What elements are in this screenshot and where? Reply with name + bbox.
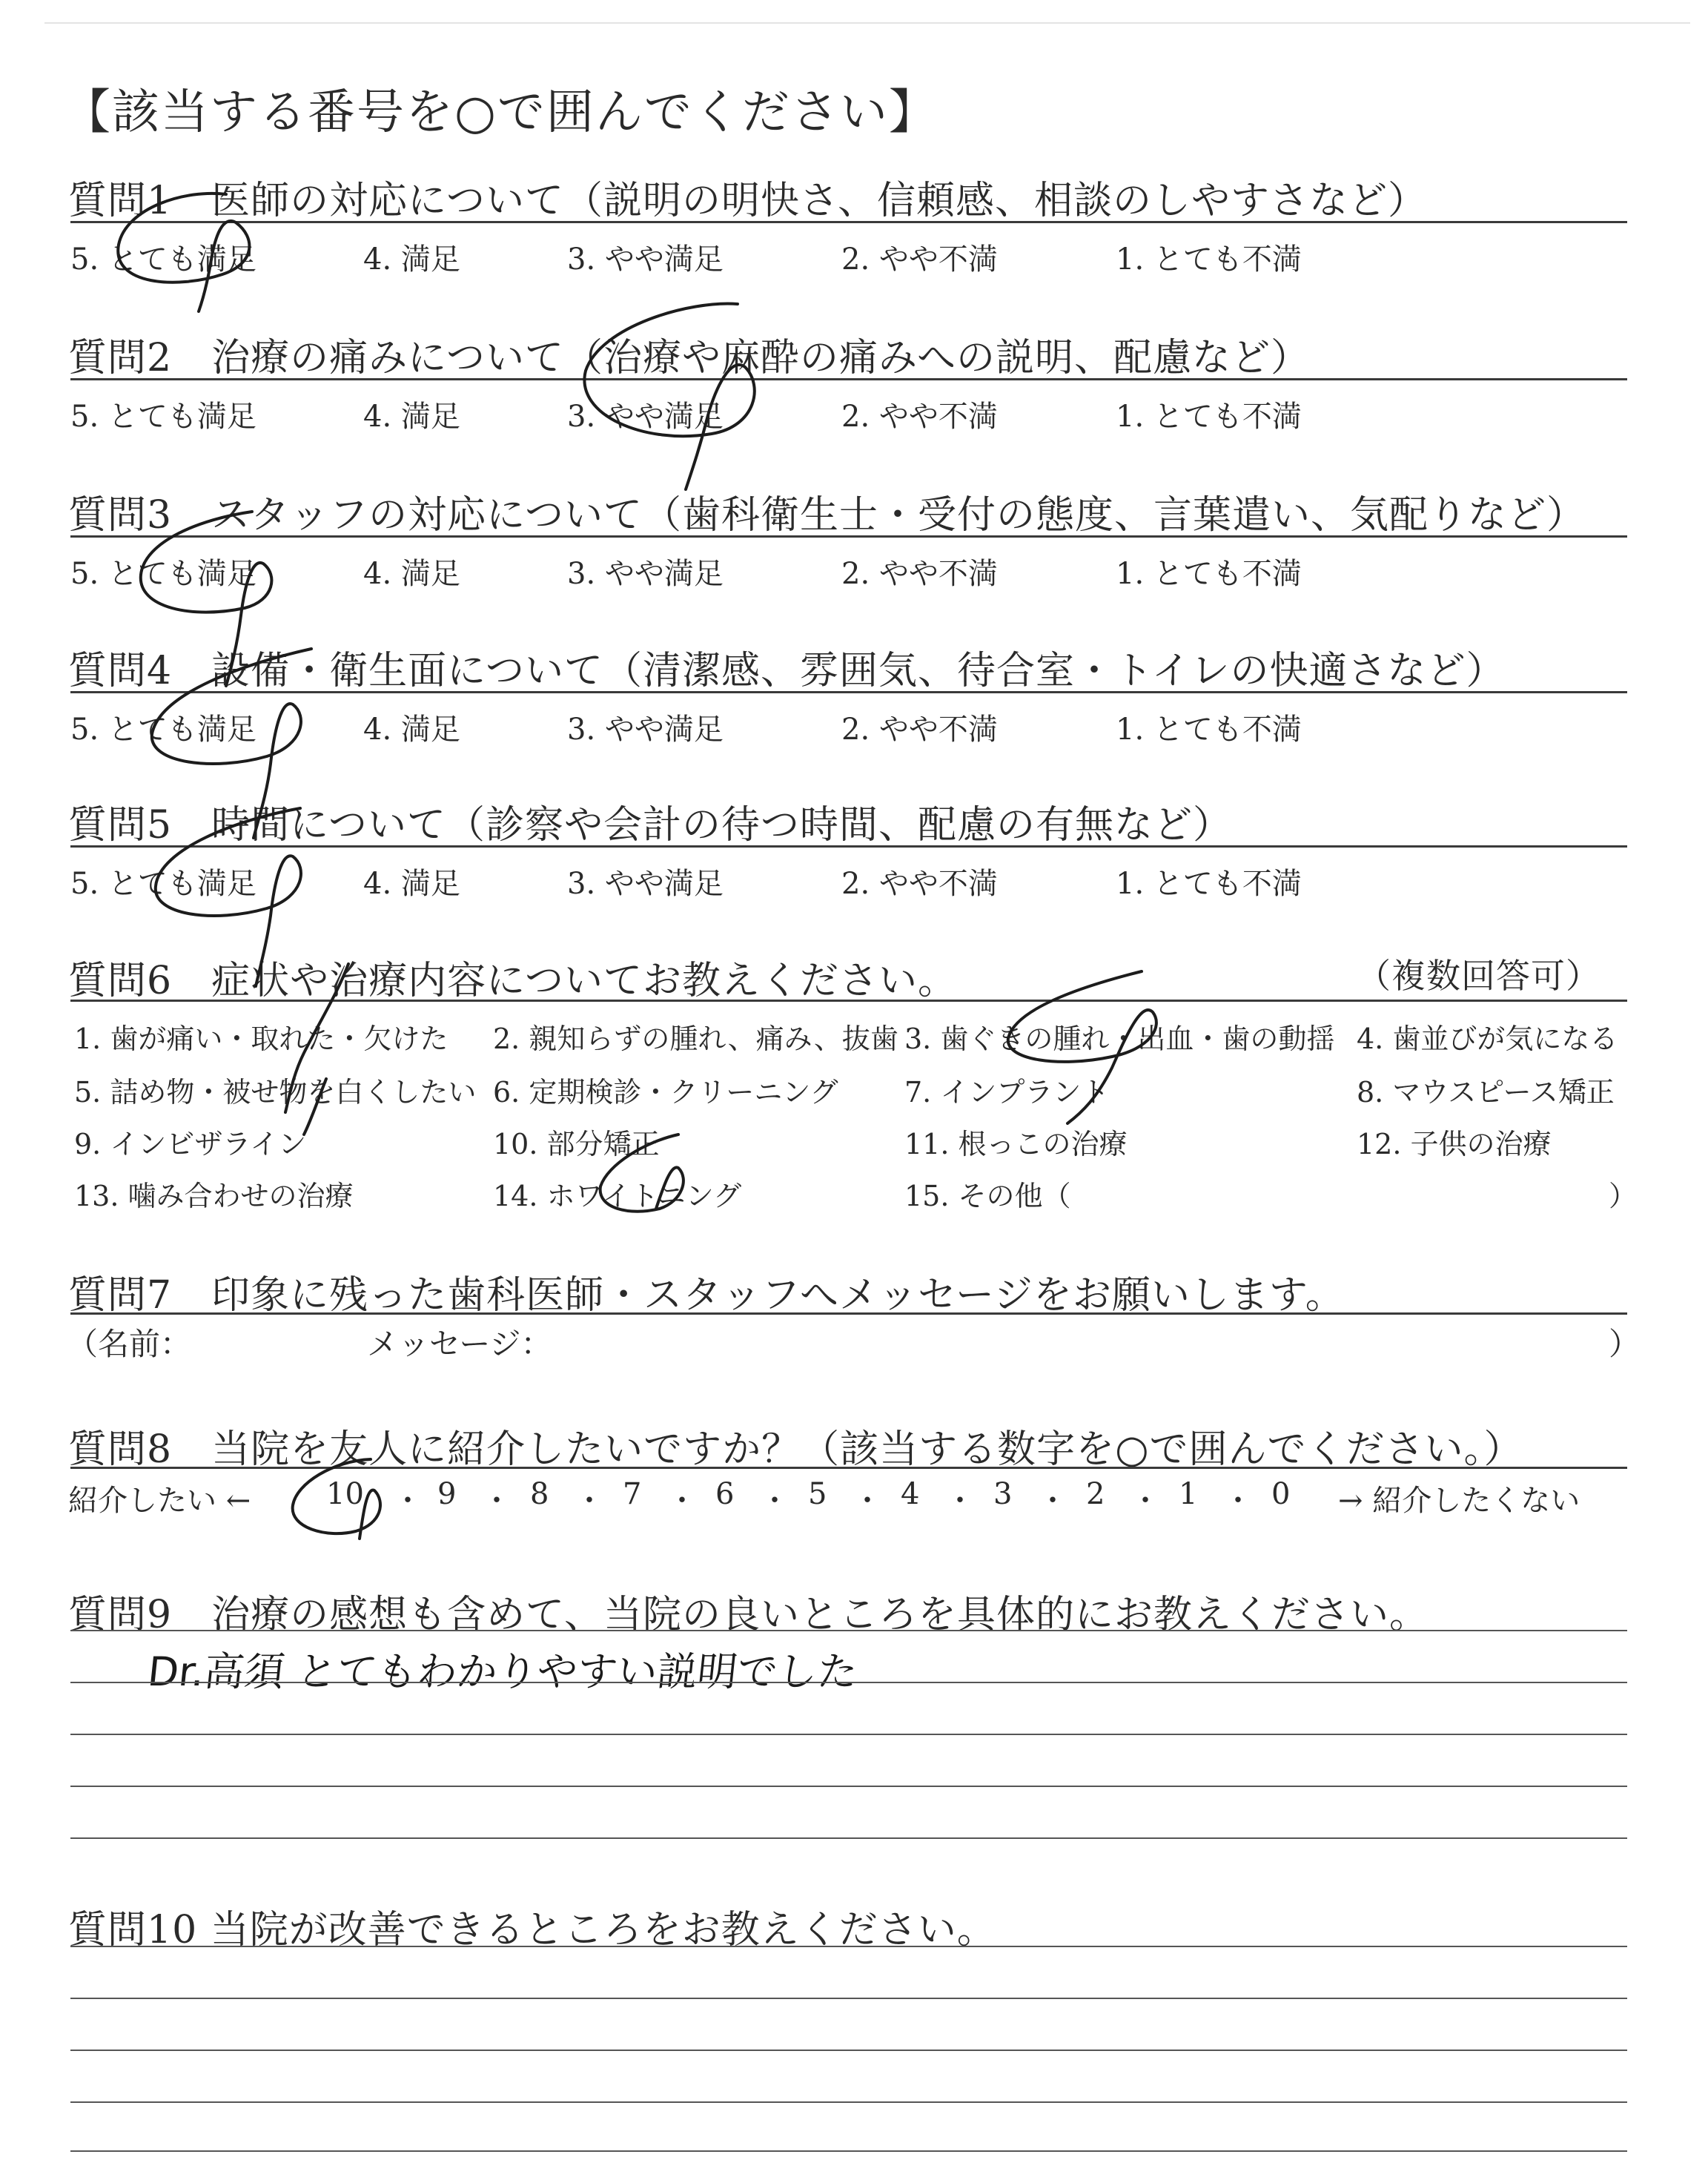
q6-option-14[interactable]: 14. ホワイトニング	[493, 1180, 742, 1212]
q8-right-label: → 紹介したくない	[1338, 1484, 1580, 1518]
q9-write-line	[70, 1734, 1627, 1735]
question-3-rule	[70, 535, 1627, 538]
q6-option-4[interactable]: 4. 歯並びが気になる	[1357, 1023, 1618, 1055]
q4-option-2[interactable]: 2. やや不満	[841, 713, 998, 747]
q1-option-1[interactable]: 1. とても不満	[1116, 242, 1302, 277]
question-10: 質問10 当院が改善できるところをお教えください。	[68, 1908, 996, 1952]
q5-option-3[interactable]: 3. やや満足	[567, 867, 724, 901]
q10-write-line	[70, 2050, 1627, 2051]
question-9: 質問9 治療の感想も含めて、当院の良いところを具体的にお教えください。	[68, 1593, 1429, 1637]
q6-option-7[interactable]: 7. インプラント	[904, 1076, 1110, 1109]
q2-option-1[interactable]: 1. とても不満	[1116, 400, 1302, 434]
question-5: 質問5 時間について（診察や会計の待つ時間、配慮の有無など）	[68, 803, 1233, 848]
q5-option-1[interactable]: 1. とても不満	[1116, 867, 1302, 901]
q2-option-4[interactable]: 4. 満足	[363, 400, 460, 434]
q3-option-4[interactable]: 4. 満足	[363, 557, 460, 591]
q10-write-line	[70, 2150, 1627, 2152]
q6-option-3[interactable]: 3. 歯ぐきの腫れ・出血・歯の動揺	[904, 1023, 1335, 1055]
q6-option-6[interactable]: 6. 定期検診・クリーニング	[493, 1076, 838, 1109]
q6-option-8[interactable]: 8. マウスピース矯正	[1357, 1076, 1615, 1109]
question-7-rule	[70, 1312, 1627, 1315]
q6-option-12[interactable]: 12. 子供の治療	[1357, 1128, 1552, 1160]
q6-option-5[interactable]: 5. 詰め物・被せ物を白くしたい	[74, 1076, 477, 1109]
q8-value-0[interactable]: 0	[1271, 1477, 1291, 1511]
q9-write-line	[70, 1630, 1627, 1631]
q2-option-3[interactable]: 3. やや満足	[567, 400, 724, 434]
q6-option-1[interactable]: 1. 歯が痛い・取れた・欠けた	[74, 1023, 448, 1055]
q9-write-line	[70, 1837, 1627, 1839]
question-4-rule	[70, 691, 1627, 693]
q1-option-3[interactable]: 3. やや満足	[567, 242, 724, 277]
question-1-rule	[70, 221, 1627, 223]
q1-option-4[interactable]: 4. 満足	[363, 242, 460, 277]
q8-separator: ・	[760, 1484, 790, 1518]
q5-option-2[interactable]: 2. やや不満	[841, 867, 998, 901]
q3-option-3[interactable]: 3. やや満足	[567, 557, 724, 591]
q5-option-4[interactable]: 4. 満足	[363, 867, 460, 901]
question-4: 質問4 設備・衛生面について（清潔感、雰囲気、待合室・トイレの快適さなど）	[68, 649, 1506, 693]
q6-option-10[interactable]: 10. 部分矯正	[493, 1128, 660, 1160]
q8-value-5[interactable]: 5	[808, 1477, 827, 1511]
q2-option-2[interactable]: 2. やや不満	[841, 400, 998, 434]
q8-separator: ・	[393, 1484, 423, 1518]
page-top-edge	[44, 22, 1690, 24]
q4-option-1[interactable]: 1. とても不満	[1116, 713, 1302, 747]
question-7: 質問7 印象に残った歯科医師・スタッフへメッセージをお願いします。	[68, 1273, 1345, 1318]
q8-separator: ・	[945, 1484, 975, 1518]
q8-separator: ・	[1131, 1484, 1160, 1518]
page-heading: 【該当する番号を○で囲んでください】	[63, 85, 938, 140]
q8-value-3[interactable]: 3	[993, 1477, 1013, 1511]
q8-value-9[interactable]: 9	[437, 1477, 457, 1511]
q8-value-2[interactable]: 2	[1086, 1477, 1105, 1511]
q8-separator: ・	[575, 1484, 604, 1518]
q7-message-label: メッセージ：	[367, 1326, 552, 1362]
q8-value-6[interactable]: 6	[715, 1477, 735, 1511]
q8-separator: ・	[1223, 1484, 1253, 1518]
q1-option-2[interactable]: 2. やや不満	[841, 242, 998, 277]
q6-option-15[interactable]: 15. その他（	[904, 1180, 1071, 1212]
question-2-rule	[70, 378, 1627, 380]
question-3: 質問3 スタッフの対応について（歯科衛生士・受付の態度、言葉遣い、気配りなど）	[68, 493, 1586, 538]
question-5-rule	[70, 845, 1627, 848]
q6-option-9[interactable]: 9. インビザライン	[74, 1128, 307, 1160]
q8-separator: ・	[482, 1484, 512, 1518]
q8-separator: ・	[667, 1484, 697, 1518]
q9-write-line	[70, 1682, 1627, 1683]
q2-option-5[interactable]: 5. とても満足	[70, 400, 256, 434]
q4-option-5[interactable]: 5. とても満足	[70, 713, 256, 747]
q7-close-paren: ）	[1609, 1326, 1641, 1362]
q8-value-4[interactable]: 4	[901, 1477, 920, 1511]
q3-option-5[interactable]: 5. とても満足	[70, 557, 256, 591]
q9-handwritten-answer[interactable]: Dr.高須 とてもわかりやすい説明でした	[145, 1648, 861, 1695]
q6-option-13[interactable]: 13. 噛み合わせの治療	[74, 1180, 354, 1212]
question-8-rule	[70, 1467, 1627, 1469]
q8-value-10[interactable]: 10	[326, 1477, 364, 1511]
q8-value-8[interactable]: 8	[530, 1477, 549, 1511]
q9-write-line	[70, 1786, 1627, 1787]
q8-left-label: 紹介したい ←	[68, 1484, 251, 1518]
q10-write-line	[70, 1946, 1627, 1947]
question-2: 質問2 治療の痛みについて（治療や麻酔の痛みへの説明、配慮など）	[68, 336, 1311, 380]
q3-option-1[interactable]: 1. とても不満	[1116, 557, 1302, 591]
q10-write-line	[70, 1998, 1627, 1999]
question-8: 質問8 当院を友人に紹介したいですか？（該当する数字を○で囲んでください。）	[68, 1427, 1523, 1472]
q7-name-label: （名前：	[67, 1326, 192, 1362]
q6-option-2[interactable]: 2. 親知らずの腫れ、痛み、抜歯	[493, 1023, 898, 1055]
q4-option-3[interactable]: 3. やや満足	[567, 713, 724, 747]
question-6-note: （複数回答可）	[1357, 956, 1601, 996]
q5-option-5[interactable]: 5. とても満足	[70, 867, 256, 901]
q8-separator: ・	[853, 1484, 882, 1518]
q8-value-1[interactable]: 1	[1179, 1477, 1198, 1511]
q8-separator: ・	[1038, 1484, 1068, 1518]
q8-value-7[interactable]: 7	[623, 1477, 642, 1511]
q10-write-line	[70, 2101, 1627, 2103]
q3-option-2[interactable]: 2. やや不満	[841, 557, 998, 591]
question-1: 質問1 医師の対応について（説明の明快さ、信頼感、相談のしやすさなど）	[68, 179, 1427, 223]
q6-option-11[interactable]: 11. 根っこの治療	[904, 1128, 1128, 1160]
q1-option-5[interactable]: 5. とても満足	[70, 242, 256, 277]
q4-option-4[interactable]: 4. 満足	[363, 713, 460, 747]
question-6-rule	[70, 1000, 1627, 1002]
question-6: 質問6 症状や治療内容についてお教えください。	[68, 959, 958, 1003]
q6-option-15-close: ）	[1609, 1180, 1638, 1212]
